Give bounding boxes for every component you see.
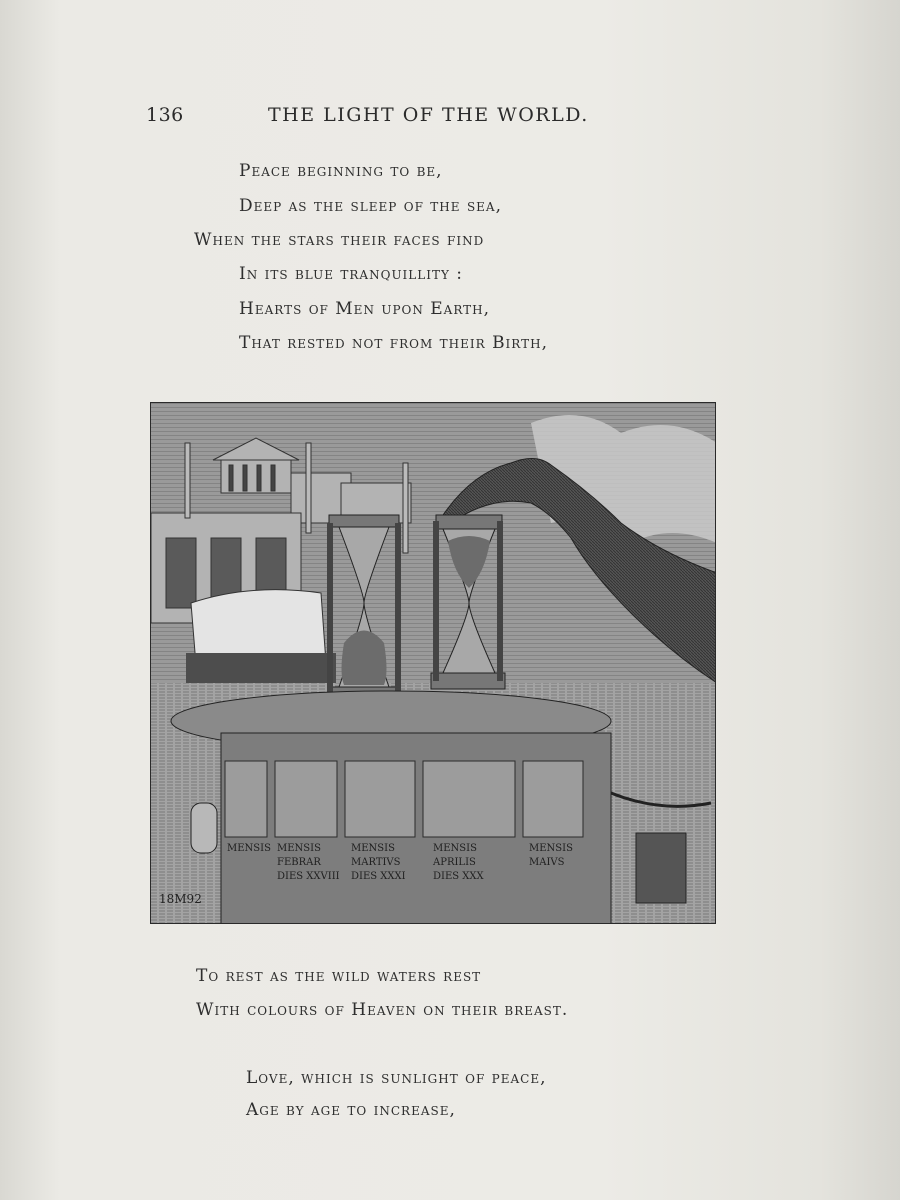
svg-text:DIES XXXI: DIES XXXI	[351, 871, 406, 882]
svg-text:DIES XXVIII: DIES XXVIII	[277, 871, 340, 882]
svg-text:MENSIS: MENSIS	[433, 843, 477, 854]
running-title: THE LIGHT OF THE WORLD.	[268, 104, 589, 126]
zodiac-panels	[225, 761, 583, 837]
svg-text:MENSIS: MENSIS	[529, 843, 573, 854]
svg-text:MAIVS: MAIVS	[529, 857, 565, 868]
small-object	[636, 833, 686, 903]
verse-line: When the stars their faces find	[194, 230, 485, 250]
svg-text:MENSIS: MENSIS	[351, 843, 395, 854]
svg-text:MENSIS: MENSIS	[227, 843, 271, 854]
verse-line: That rested not from their Birth,	[239, 333, 548, 353]
svg-text:FEBRAR: FEBRAR	[277, 857, 321, 868]
artist-monogram: 18M92	[159, 892, 202, 906]
verse-line: Love, which is sunlight of peace,	[246, 1068, 547, 1088]
svg-text:MARTIVS: MARTIVS	[351, 857, 401, 868]
verse-line: To rest as the wild waters rest	[196, 966, 482, 986]
svg-text:MENSIS: MENSIS	[277, 843, 321, 854]
verse-line: Age by age to increase,	[246, 1100, 456, 1120]
page-header	[146, 104, 746, 134]
page-number: 136	[146, 104, 184, 126]
verse-line: With colours of Heaven on their breast.	[196, 1000, 569, 1020]
svg-text:DIES XXX: DIES XXX	[433, 871, 484, 882]
bollard	[191, 803, 217, 853]
engraving-illustration	[150, 402, 716, 924]
verse-line: Hearts of Men upon Earth,	[239, 299, 491, 319]
svg-text:APRILIS: APRILIS	[433, 857, 476, 868]
verse-line: Deep as the sleep of the sea,	[239, 196, 502, 216]
boat-hull	[186, 653, 336, 683]
verse-line: Peace beginning to be,	[239, 161, 443, 181]
verse-line: In its blue tranquillity :	[239, 264, 464, 284]
